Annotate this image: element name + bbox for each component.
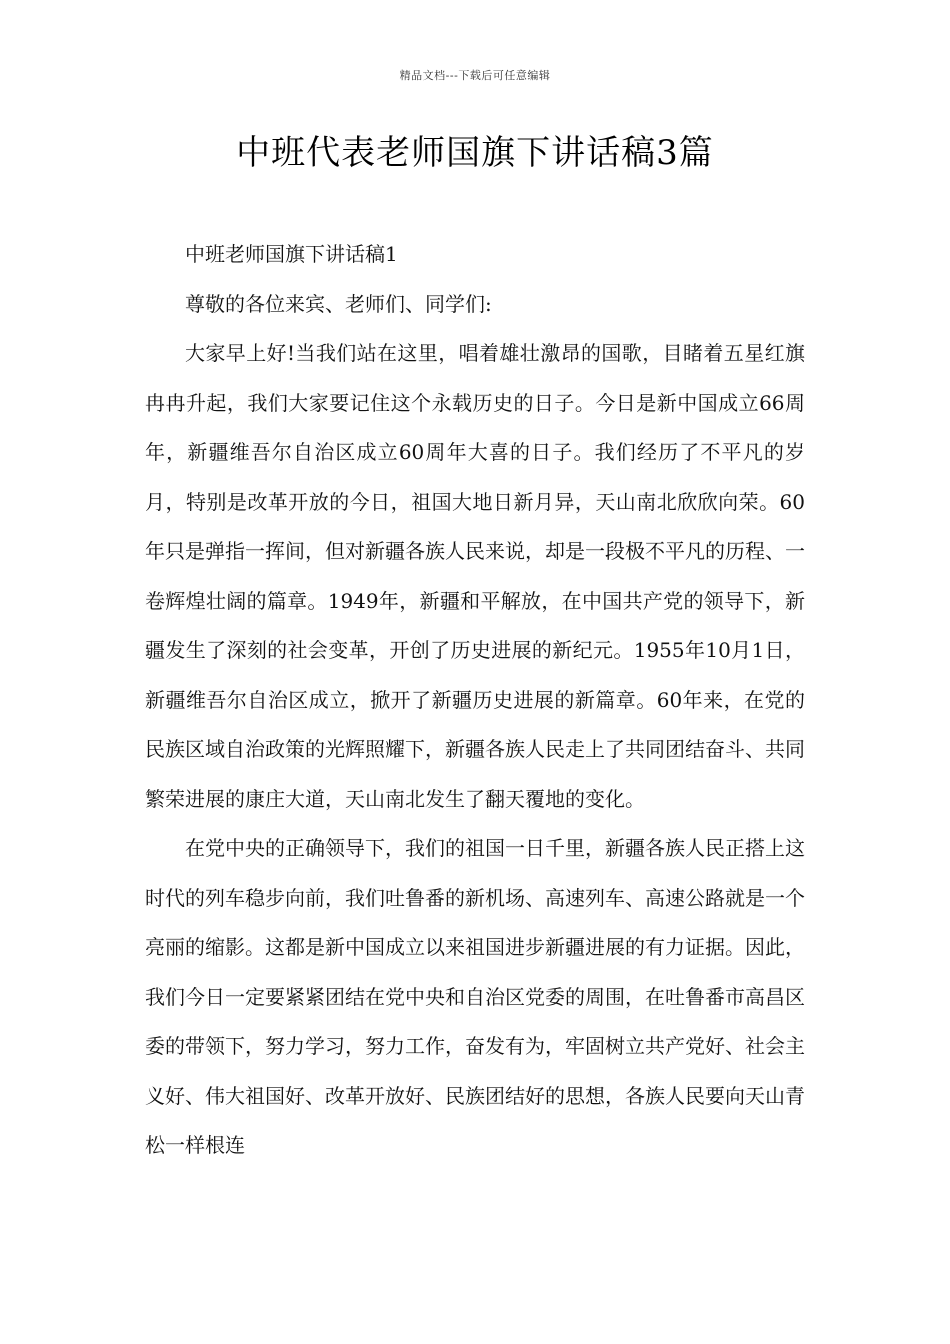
document-title: 中班代表老师国旗下讲话稿3篇 [236, 133, 714, 173]
document-body [145, 230, 805, 1171]
header-note: 精品文档---下载后可任意编辑 [399, 69, 551, 82]
body-paragraph: 在党中央的正确领导下，我们的祖国一日千里，新疆各族人民正搭上这时代的列车稳步向前，我们吐鲁番的新机场、高速列车、高速公路就是一个亮丽的缩影。这都是新中国成立以来祖国进步新疆进展的有力证据。因此，我们今日一定要紧紧团结在党中央和自治区党委的周围，在吐鲁番市高昌区委的带领下，努力学习，努力工作，奋发有为，牢固树立共产党好、社会主义好、伟大祖国好、改革开放好、民族团结好的思想，各族人民要向天山青松一样根连 [145, 836, 805, 1157]
salutation: 尊敬的各位来宾、老师们、同学们: [185, 291, 492, 316]
body-paragraph: 大家早上好!当我们站在这里，唱着雄壮激昂的国歌，目睹着五星红旗冉冉升起，我们大家要记住这个永载历史的日子。今日是新中国成立66周年，新疆维吾尔自治区成立60周年大喜的日子。我们经历了不平凡的岁月，特别是改革开放的今日，祖国大地日新月异，天山南北欣欣向荣。60年只是弹指一挥间，但对新疆各族人民来说，却是一段极不平凡的历程、一卷辉煌壮阔的篇章。1949年，新疆和平解放，在中国共产党的领导下，新疆发生了深刻的社会变革，开创了历史进展的新纪元。1955年10月1日，新疆维吾尔自治区成立，掀开了新疆历史进展的新篇章。60年来，在党的民族区域自治政策的光辉照耀下，新疆各族人民走上了共同团结奋斗、共同繁荣进展的康庄大道，天山南北发生了翻天覆地的变化。 [145, 341, 805, 811]
section-heading: 中班老师国旗下讲话稿1 [185, 242, 398, 266]
